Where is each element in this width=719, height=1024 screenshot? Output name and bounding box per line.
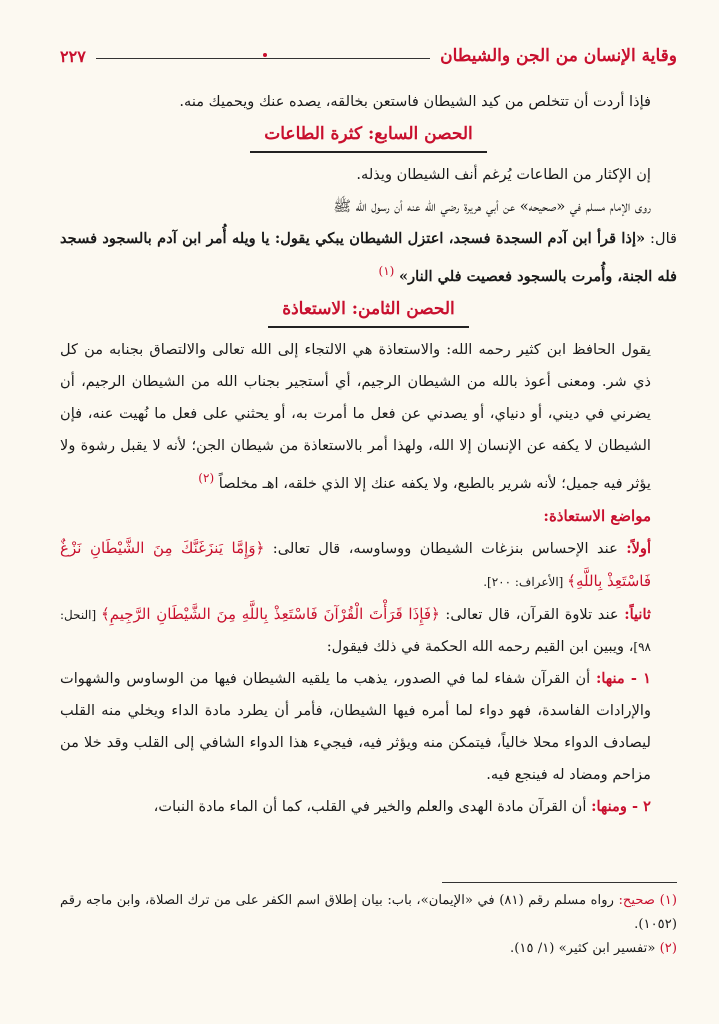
- footnote-2: [60, 937, 677, 961]
- section7-paragraph-2: روى الإمام مسلم في «صحيحه» عن أبي هريرة رضي الله عنه أن رسول الله ﷺ: [333, 198, 651, 215]
- footnote-ref-2[interactable]: (٢): [198, 470, 215, 485]
- second-quran-verse: ﴿فَإِذَا قَرَأْتَ الْقُرْآنَ فَاسْتَعِذْ بِاللَّهِ مِنَ الشَّيْطَانِ الرَّجِيمِ﴾: [100, 604, 440, 623]
- hadith-text: «إذا قرأ ابن آدم السجدة فسجد، اعتزل الشيطان يبكي يقول: يا ويله أُمر ابن آدم بالسجود فسجد فله الجنة، وأُمرت بالسجود فعصيت فلي النار»: [60, 230, 677, 285]
- point-1-text: أن القرآن شفاء لما في الصدور، يذهب ما يلقيه الشيطان فيها من الوساوس والشهوات والإرادات الفاسدة، فهو دواء لما أمره فيها الشيطان، فأمر أن يطرد مادة الداء ويخلي منه القلب ليصادف الدواء محلا خالياً، فيتمكن منه ويؤثر فيه، فيجيء هذا الدواء الشافي إلى القلب وقد خلا من مزاحم ومضاد له فينجع فيه.: [60, 669, 651, 783]
- footnote-1: [60, 889, 677, 937]
- ibn-kathir-text: يقول الحافظ ابن كثير رحمه الله: والاستعاذة هي الالتجاء إلى الله تعالى والالتصاق بجنابه من كل ذي شر. ومعنى أعوذ بالله من الشيطان الرجيم، أي أستجير بجناب الله من الشيطان الرجيم، أن يضرني في ديني، أو دنياي، أو يصدني عن فعل ما أمرت به، أو يحثني على فعل ما نُهيت عنه، فإن الشيطان لا يكفه عن الإنسان إلا الله، ولهذا أمر بالاستعاذة من شيطان الجن؛ لأنه لا يقبل رشوة ولا يؤثر فيه جميل؛ لأنه شرير بالطبع، ولا يكفه عنك إلا الذي خلقه، اهـ مخلصاً: [60, 340, 651, 492]
- first-label: أولاً:: [626, 539, 651, 557]
- ibn-kathir-paragraph: [60, 334, 677, 500]
- second-label: ثانياً:: [624, 605, 651, 623]
- running-title: وقاية الإنسان من الجن والشيطان: [440, 46, 677, 66]
- second-quran-ref: [النحل: ٩٨]: [60, 607, 651, 654]
- point-1-paragraph: [60, 663, 677, 791]
- first-quran-ref: [الأعراف: ٢٠٠].: [483, 574, 568, 589]
- footnote-1-number: (١): [659, 893, 678, 908]
- page-body: [60, 86, 677, 823]
- point-2-paragraph: [60, 791, 677, 823]
- point-2-text: أن القرآن مادة الهدى والعلم والخير في القلب، كما أن الماء مادة النبات،: [153, 797, 592, 815]
- footnote-2-number: (٢): [659, 941, 677, 956]
- places-heading: مواضع الاستعاذة:: [543, 506, 651, 525]
- header-rule: [96, 58, 430, 59]
- footnote-1-label: صحيح:: [613, 893, 660, 908]
- footnotes: [60, 882, 677, 961]
- first-place-paragraph: [60, 532, 677, 598]
- footnote-rule: [442, 882, 677, 883]
- first-text: عند الإحساس بنزغات الشيطان ووساوسه، قال تعالى:: [264, 539, 627, 557]
- section-heading-8-text: الحصن الثامن: الاستعاذة: [268, 295, 469, 328]
- section-heading-7-text: الحصن السابع: كثرة الطاعات: [250, 120, 486, 153]
- section-heading-7: [60, 120, 677, 153]
- section-heading-8: [60, 295, 677, 328]
- second-after-text: ، ويبين ابن القيم رحمه الله الحكمة في ذلك فيقول:: [326, 637, 634, 655]
- hadith-paragraph: [60, 223, 677, 293]
- intro-paragraph: فإذا أردت أن تتخلص من كيد الشيطان فاستعن بخالقه، يصده عنك ويحميك منه.: [179, 93, 651, 110]
- first-quran-verse: ﴿وَإِمَّا يَنزَغَنَّكَ مِنَ الشَّيْطَانِ نَزْغٌ فَاسْتَعِذْ بِاللَّهِ﴾: [60, 538, 651, 590]
- header-rule-ornament: [263, 53, 267, 57]
- footnote-1-text: رواه مسلم رقم (٨١) في «الإيمان»، باب: بيان إطلاق اسم الكفر على من ترك الصلاة، وابن ماجه رقم (١٠٥٢).: [60, 893, 677, 932]
- footnote-ref-1[interactable]: (١): [378, 264, 395, 278]
- page-header: [60, 36, 677, 66]
- point-1-label: ١ - منها:: [595, 669, 651, 687]
- second-text: عند تلاوة القرآن، قال تعالى:: [439, 605, 625, 623]
- page-number: ٢٢٧: [60, 47, 86, 66]
- section7-paragraph-1: إن الإكثار من الطاعات يُرغم أنف الشيطان ويذله.: [356, 166, 651, 183]
- hadith-lead: قال:: [645, 230, 677, 247]
- point-2-label: ٢ - ومنها:: [591, 797, 651, 815]
- footnote-2-text: «تفسير ابن كثير» (١/ ١٥).: [510, 941, 660, 956]
- second-place-paragraph: [60, 598, 677, 663]
